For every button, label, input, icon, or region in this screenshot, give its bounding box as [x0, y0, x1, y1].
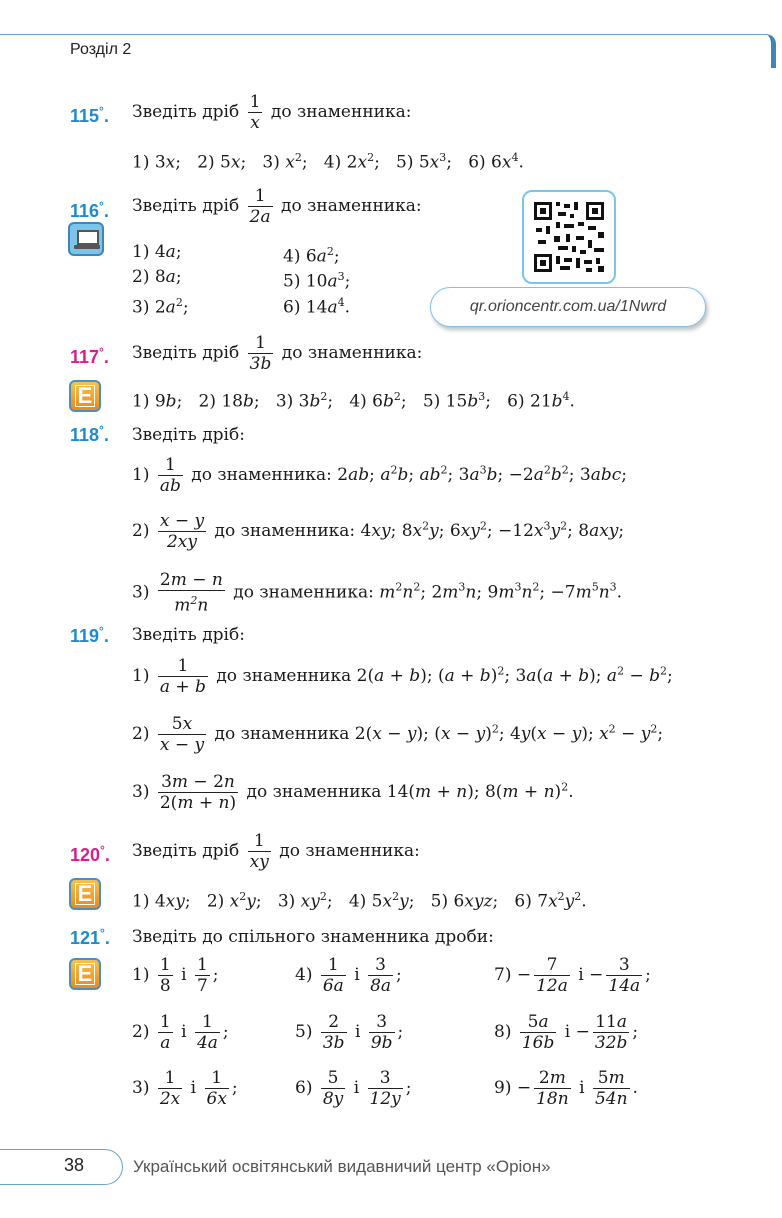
problem-number-115: 115°. [70, 104, 109, 126]
problem-118-statement: Зведіть дріб: [132, 425, 245, 445]
problem-121-item-9: 9) − $\frac{2m}{18n}$ і $\frac{5m}{54n}$ . [494, 1068, 638, 1109]
problem-117-items: 1) 9b; 2) 18b; 3) $3b^2$; 4) $6b^2$; 5) $15b^3$; 6) $21b^4$. [132, 390, 575, 412]
e-badge-icon: E [69, 380, 101, 412]
footer-page-pill [0, 1149, 123, 1185]
problem-121-item-5: 5) $\frac{2}{3b}$ і $\frac{3}{9b}$ ; [295, 1012, 404, 1053]
problem-121-item-6: 6) $\frac{5}{8y}$ і $\frac{3}{12y}$ ; [295, 1068, 412, 1109]
problem-121-item-8: 8) $\frac{5a}{16b}$ і − $\frac{11a}{32b}$ ; [494, 1012, 639, 1053]
e-badge-icon: E [69, 958, 101, 990]
qr-code-icon[interactable] [522, 190, 616, 284]
problem-118-item-3: 3) $\frac{2m - n}{m^2n}$ до знаменника: $m^2n^2$; $2m^3n$; $9m^3n^2$; $-7m^5n^3$. [132, 570, 623, 616]
problem-116-statement: Зведіть дріб $\frac{1}{2a}$ до знаменника: [132, 186, 422, 227]
problem-number-119: 119°. [70, 624, 109, 646]
problem-120-items: 1) 4xy; 2) $x^2y$; 3) $xy^2$; 4) $5x^2y$; 5) 6xyz; 6) $7x^2y^2$. [132, 890, 587, 912]
problem-number-121: 121°. [70, 926, 110, 948]
problem-119-item-3: 3) $\frac{3m - 2n}{2(m + n)}$ до знаменника 14(m + n); $8(m + n)^2$. [132, 772, 574, 813]
problem-121-item-7: 7) − $\frac{7}{12a}$ і − $\frac{3}{14a}$ ; [494, 955, 651, 996]
e-badge-icon: E [69, 878, 101, 910]
problem-121-statement: Зведіть до спільного знаменника дроби: [132, 927, 494, 947]
problem-number-116: 116°. [70, 199, 109, 221]
problem-number-120: 120°. [70, 843, 110, 865]
problem-118-item-2: 2) $\frac{x - y}{2xy}$ до знаменника: 4xy; $8x^2y$; $6xy^2$; $-12x^3y^2$; 8axy; [132, 511, 625, 552]
problem-119-statement: Зведіть дріб: [132, 625, 245, 645]
problem-116-item-6: 6) $14a^4$. [283, 296, 351, 318]
problem-118-item-1: 1) $\frac{1}{ab}$ до знаменника: 2ab; $a^2b$; $ab^2$; $3a^3b$; $-2a^2b^2$; 3abc; [132, 455, 627, 496]
problem-116-item-2: 2) 8a; [132, 267, 182, 287]
problem-115-statement: Зведіть дріб $\frac{1}{x}$ до знаменника: [132, 92, 412, 133]
problem-119-item-1: 1) $\frac{1}{a + b}$ до знаменника 2(a + b); $(a + b)^2$; 3a(a + b); $a^2 - b^2$; [132, 656, 673, 697]
problem-116-item-5: 5) $10a^3$; [283, 270, 351, 292]
problem-117-statement: Зведіть дріб $\frac{1}{3b}$ до знаменника: [132, 333, 423, 374]
problem-121-item-1: 1) $\frac{1}{8}$ і $\frac{1}{7}$ ; [132, 955, 219, 996]
problem-116-item-1: 1) 4a; [132, 242, 182, 262]
section-title: Розділ 2 [70, 41, 132, 58]
problem-number-117: 117°. [70, 345, 109, 367]
problem-115-items: 1) 3x; 2) 5x; 3) $x^2$; 4) $2x^2$; 5) $5x^3$; 6) $6x^4$. [132, 151, 524, 173]
page-number: 38 [64, 1155, 85, 1175]
problem-121-item-3: 3) $\frac{1}{2x}$ і $\frac{1}{6x}$ ; [132, 1068, 238, 1109]
problem-120-statement: Зведіть дріб $\frac{1}{xy}$ до знаменника: [132, 831, 420, 872]
problem-121-item-2: 2) $\frac{1}{a}$ і $\frac{1}{4a}$ ; [132, 1012, 229, 1053]
problem-116-item-3: 3) $2a^2$; [132, 296, 189, 318]
publisher-name: Український освітянський видавничий центр «Оріон» [133, 1157, 551, 1176]
laptop-icon [68, 222, 104, 256]
problem-116-item-4: 4) $6a^2$; [283, 245, 340, 267]
problem-121-item-4: 4) $\frac{1}{6a}$ і $\frac{3}{8a}$ ; [295, 955, 402, 996]
problem-number-118: 118°. [70, 423, 109, 445]
problem-119-item-2: 2) $\frac{5x}{x - y}$ до знаменника 2(x − y); $(x - y)^2$; 4y(x − y); $x^2 - y^2$; [132, 714, 664, 755]
qr-url[interactable]: qr.orioncentr.com.ua/1Nwrd [430, 287, 706, 327]
